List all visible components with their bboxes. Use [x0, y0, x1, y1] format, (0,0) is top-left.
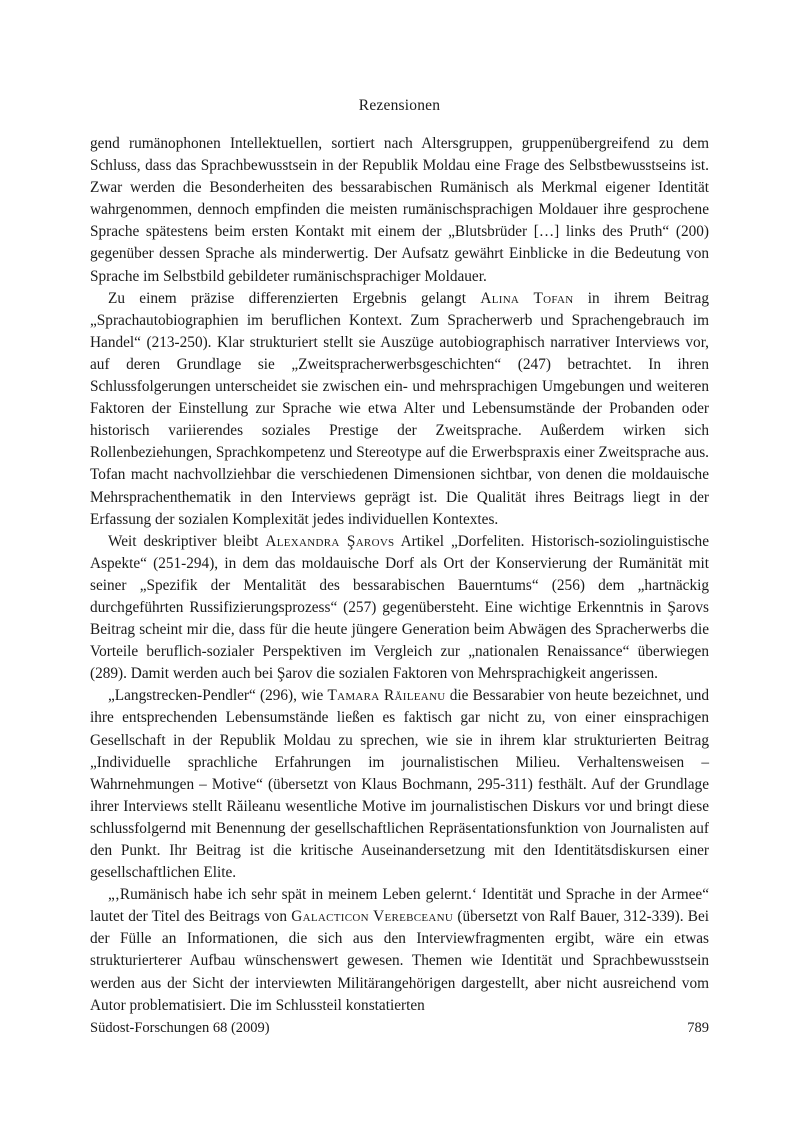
paragraph-4: [90, 685, 709, 884]
paragraph-5-text-b: (übersetzt von Ralf Bauer, 312-339). Bei der Fülle an Informationen, die sich aus den Interviewfragmenten ergibt, wäre ein etwas strukturierterer Aufbau wünschenswert gewesen. Themen wie Identität und Sprachbewusstsein werden aus der Sicht der interviewten Militärangehörigen dargestellt, aber nicht ausreichend vom Autor problematisiert. Die im Schlussteil konstatierten: [90, 908, 710, 1014]
paragraph-1-text: gend rumänophonen Intellektuellen, sortiert nach Altersgruppen, gruppenübergreifend zu dem Schluss, dass das Sprachbewusstsein in der Republik Moldau eine Frage des Selbstbewusstseins ist. Zwar werden die Besonderheiten des bessarabischen Rumänisch als Merkmal eigener Identität wahrgenommen, dennoch empfinden die meisten rumänischsprachigen Moldauer ihre gesprochene Sprache spätestens beim ersten Kontakt mit einem der „Blutsbrüder […] links des Pruth“ (200) gegenüber dessen Sprache als minderwertig. Der Aufsatz gewährt Einblicke in die Bedeutung von Sprache im Selbstbild gebildeter rumänischsprachiger Moldauer.: [90, 135, 709, 285]
paragraph-2-text-b: in ihrem Beitrag „Sprachautobiographien im beruflichen Kontext. Zum Spracherwerb und Sprachengebrauch im Handel“ (213-250). Klar strukturiert stellt sie Auszüge autobiographisch narrativer Interviews vor, auf deren Grundlage sie „Zweitspracherwerbsgeschichten“ (247) betrachtet. In ihren Schlussfolgerungen unterscheidet sie zwischen ein- und mehrsprachigen Umgebungen und weiteren Faktoren der Einstellung zur Sprache wie etwa Alter und Lebensumstände der Probanden oder historisch variierendes soziales Prestige der Zweitsprache. Außerdem wirken sich Rollenbeziehungen, Sprachkompetenz und Stereotype auf die Erwerbspraxis einer Zweitsprache aus. Tofan macht nachvollziehbar die verschiedenen Dimensionen sichtbar, von denen die moldauische Mehrsprachenthematik in den Interviews geprägt ist. Die Qualität ihres Beitrags liegt in der Erfassung der sozialen Komplexität jedes individuellen Kontextes.: [90, 289, 709, 528]
paragraph-1: [90, 133, 709, 288]
paragraph-5-text-a: „‚Rumänisch habe ich sehr spät in meinem Leben gelernt.‘ Identität und Sprache in der Armee“ lautet der Titel des Beitrags von: [90, 886, 709, 926]
paragraph-3-text-a: Weit deskriptiver bleibt: [108, 532, 266, 550]
author-name-sarov: Alexandra Şarovs: [265, 532, 395, 550]
author-name-raileanu: Tamara Răileanu: [327, 687, 446, 705]
paragraph-5: [90, 884, 709, 1017]
author-name-tofan: Alina Tofan: [480, 289, 574, 307]
running-header: Rezensionen: [358, 97, 441, 114]
paragraph-3-text-b: Artikel „Dorfeliten. Historisch-soziolinguistische Aspekte“ (251-294), in dem das moldauische Dorf als Ort der Konservierung der Rumänität mit seiner „Spezifik der Mentalität des bessarabischen Bauerntums“ (256) dem „hartnäckig durchgeführten Russifizierungsprozess“ (257) gegenübersteht. Eine wichtige Erkenntnis in Şarovs Beitrag scheint mir die, dass für die heute jüngere Generation beim Abwägen des Spracherwerbs die Vorteile beruflich-sozialer Perspektiven im Vergleich zur „nationalen Renaissance“ überwiegen (289). Damit werden auch bei Şarov die sozialen Faktoren von Mehrsprachigkeit angerissen.: [90, 532, 709, 683]
journal-citation: Südost-Forschungen 68 (2009): [90, 1020, 270, 1036]
paragraph-4-text-b: die Bessarabier von heute bezeichnet, und ihre entsprechenden Lebensumstände ließen es faktisch gar nicht zu, von einer einsprachigen Gesellschaft in der Republik Moldau zu sprechen, wie sie in ihrem klar strukturierten Beitrag „Individuelle sprachliche Erfahrungen im journalistischen Milieu. Verhaltensweisen – Wahrnehmungen – Motive“ (übersetzt von Klaus Bochmann, 295-311) festhält. Auf der Grundlage ihrer Interviews stellt Răileanu wesentliche Motive im journalistischen Diskurs vor und bringt diese schlussfolgernd mit Benennung der gesellschaftlichen Repräsentationsfunktion von Journalisten auf den Punkt. Ihr Beitrag ist die kritische Auseinandersetzung mit den Identitätsdiskursen einer gesellschaftlichen Elite.: [90, 687, 709, 882]
author-name-verebceanu: Galacticon Verebceanu: [291, 908, 454, 926]
paragraph-2: [90, 288, 709, 531]
paragraph-3: [90, 531, 709, 686]
page-number: 789: [687, 1020, 709, 1036]
paragraph-2-text-a: Zu einem präzise differenzierten Ergebnis gelangt: [108, 289, 481, 307]
paragraph-4-text-a: „Langstrecken-Pendler“ (296), wie: [108, 687, 328, 705]
review-body: [90, 133, 709, 1017]
